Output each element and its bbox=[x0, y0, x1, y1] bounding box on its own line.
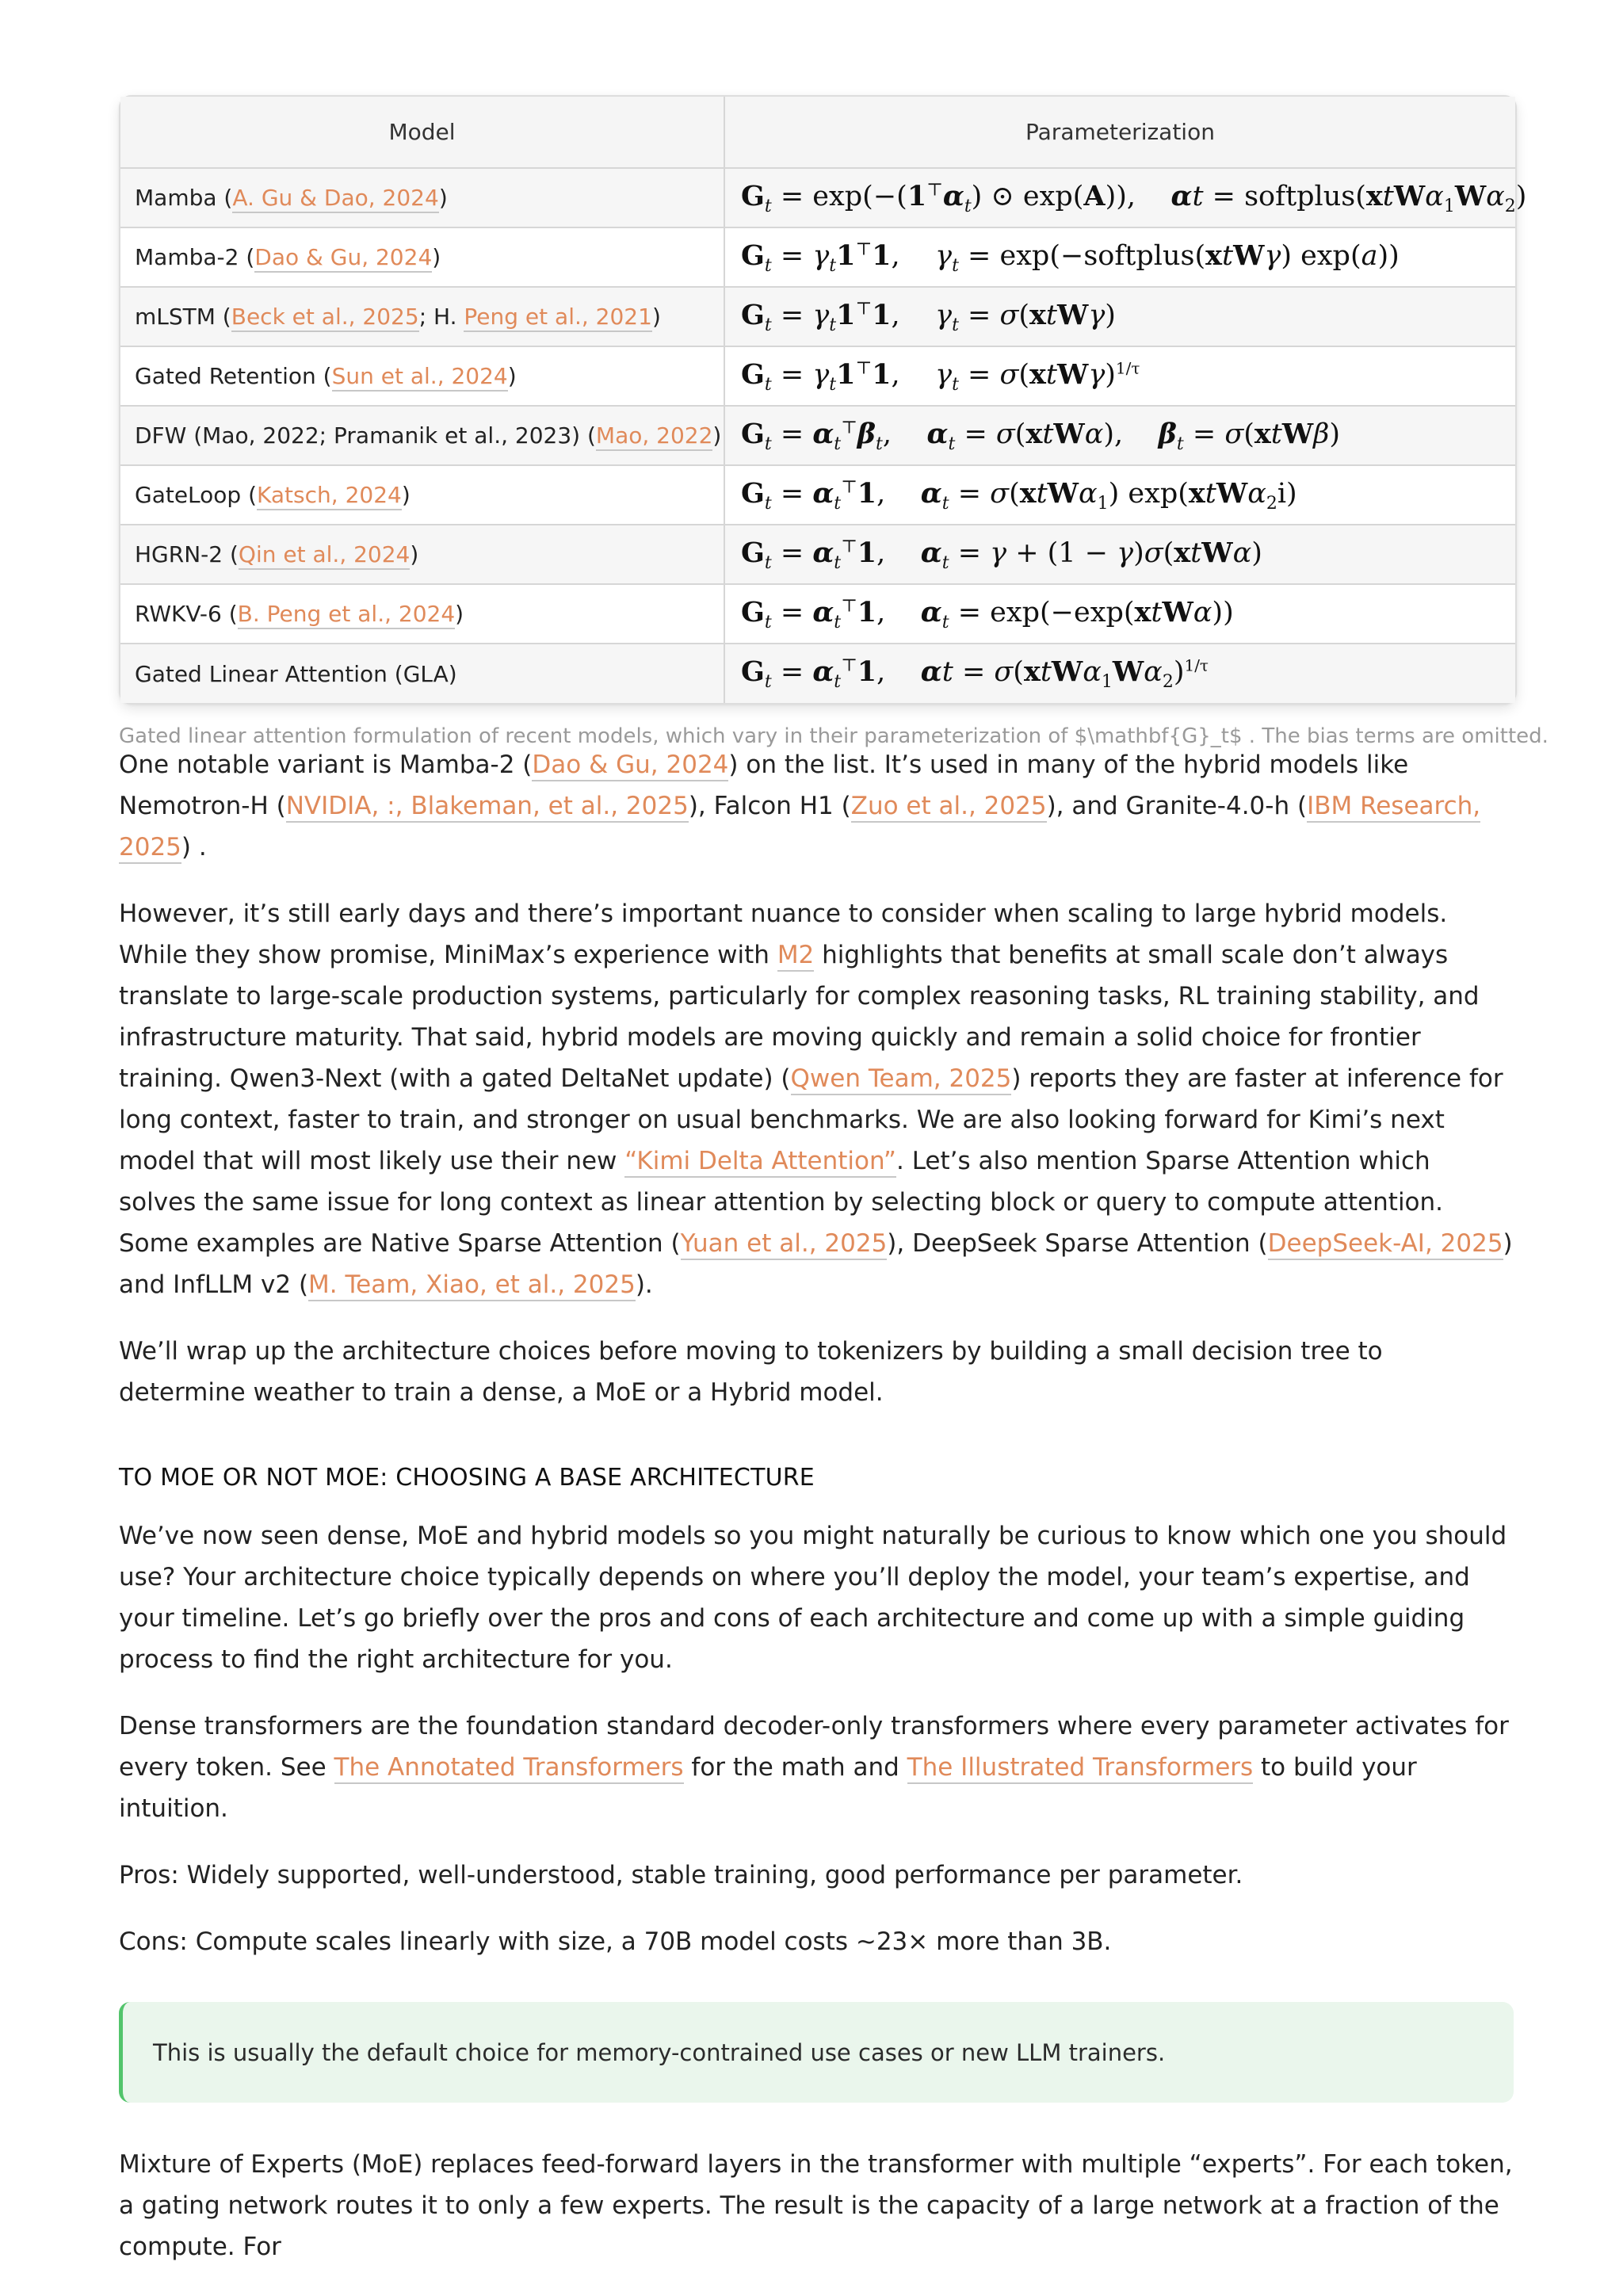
citation-link[interactable]: Sun et al., 2024 bbox=[332, 363, 508, 392]
gated-linear-attention-table bbox=[119, 95, 1527, 705]
paragraph-pros: Pros: Widely supported, well-understood, stable training, good performance per parameter. bbox=[119, 1861, 1243, 1889]
citation-link[interactable]: IBM Research, 2025 bbox=[119, 792, 1480, 864]
citation-link[interactable]: Beck et al., 2025 bbox=[231, 304, 419, 332]
paragraph-architecture-intro: We’ve now seen dense, MoE and hybrid models so you might naturally be curious to know which one you should use? Your architecture choice typically depends on where you’ll deploy the model, your team’s expertise, and your timeline. Let’s go briefly over the pros and cons of each architecture and come up with a simple guiding process to find the right architecture for you. bbox=[119, 1522, 1507, 1674]
citation-link[interactable]: Yuan et al., 2025 bbox=[681, 1229, 888, 1260]
table-row bbox=[120, 525, 1515, 584]
paragraph-wrap-up: We’ll wrap up the architecture choices before moving to tokenizers by building a small decision tree to determine weather to train a dense, a MoE or a Hybrid model. bbox=[119, 1337, 1383, 1407]
table-row bbox=[120, 644, 1515, 703]
model-name: RWKV-6 (B. Peng et al., 2024) bbox=[120, 584, 724, 644]
table-row bbox=[120, 406, 1515, 465]
section-heading: TO MOE OR NOT MOE: CHOOSING A BASE ARCHITECTURE bbox=[119, 1464, 815, 1492]
citation-link[interactable]: Dao & Gu, 2024 bbox=[532, 751, 728, 781]
table-row bbox=[120, 227, 1515, 287]
article-body bbox=[119, 95, 1549, 2293]
parameterization-formula: $G_t = \alpha_t^⊤1$, $\alpha_t = \gamma + (1 - \gamma)\sigma(xtW\alpha)$ bbox=[724, 525, 1515, 584]
citation-link[interactable]: Peng et al., 2021 bbox=[464, 304, 652, 332]
model-name: Mamba (A. Gu & Dao, 2024) bbox=[120, 168, 724, 227]
callout-text: This is usually the default choice for memory-contrained use cases or new LLM trainers. bbox=[153, 2038, 1166, 2066]
annotated-transformers-link[interactable]: The Annotated Transformers bbox=[334, 1753, 684, 1784]
m2-link[interactable]: M2 bbox=[777, 941, 814, 972]
model-name: mLSTM (Beck et al., 2025; H. Peng et al., 2021) bbox=[120, 287, 724, 346]
parameterization-formula: $G_t = \alpha_t^⊤\beta_t$, $\alpha_t = \sigma(xtW\alpha)$, $\beta_t = \sigma(xtW\beta)$ bbox=[724, 406, 1515, 465]
parameterization-formula: $G_t = \gamma_t1^⊤1$, $\gamma_t = \sigma(xtW\gamma)$ bbox=[724, 287, 1515, 346]
paragraph-dense-transformers: Dense transformers are the foundation standard decoder-only transformers where every parameter activates for every token. See The Annotated Transformers for the math and The Illustrated Transformers to build your intuition. bbox=[119, 1712, 1509, 1823]
model-name: Mamba-2 (Dao & Gu, 2024) bbox=[120, 227, 724, 287]
citation-link[interactable]: Zuo et al., 2025 bbox=[851, 792, 1047, 823]
table-row bbox=[120, 584, 1515, 644]
citation-link[interactable]: Qwen Team, 2025 bbox=[791, 1064, 1012, 1095]
table-row bbox=[120, 465, 1515, 525]
paragraph-mamba2: One notable variant is Mamba-2 (Dao & Gu, 2024) on the list. It’s used in many of the hybrid models like Nemotron-H (NVIDIA, :, Blakeman, et al., 2025), Falcon H1 (Zuo et al., 2025), and Granite-4.0-h (IBM Research, 2025) . bbox=[119, 744, 1514, 868]
model-name: DFW (Mao, 2022; Pramanik et al., 2023) (Mao, 2022) bbox=[120, 406, 724, 465]
citation-link[interactable]: B. Peng et al., 2024 bbox=[238, 601, 456, 629]
citation-link[interactable]: Dao & Gu, 2024 bbox=[254, 244, 432, 273]
parameterization-formula: $G_t = \exp(-(1^⊤\alpha_t)$ ⊙ exp(A)), $\alpha t = softplus(xtW\alpha_1W\alpha_2)$ bbox=[724, 168, 1515, 227]
citation-link[interactable]: A. Gu & Dao, 2024 bbox=[232, 185, 438, 213]
paragraph-hybrid-nuance: However, it’s still early days and there’s important nuance to consider when scaling to large hybrid models. While they show promise, MiniMax’s experience with M2 highlights that benefits at small scale don’t always translate to large-scale production systems, particularly for complex reasoning tasks, RL training stability, and infrastructure maturity. That said, hybrid models are moving quickly and remain a solid choice for frontier training. Qwen3-Next (with a gated DeltaNet update) (Qwen Team, 2025) reports they are faster at inference for long context, faster to train, and stronger on usual benchmarks. We are also looking forward for Kimi’s next model that will most likely use their new “Kimi Delta Attention”. Let’s also mention Sparse Attention which solves the same issue for long context as linear attention by selecting block or query to compute attention. Some examples are Native Sparse Attention (Yuan et al., 2025), DeepSeek Sparse Attention (DeepSeek-AI, 2025) and InfLLM v2 (M. Team, Xiao, et al., 2025). bbox=[119, 893, 1514, 1305]
column-header-parameterization: Parameterization bbox=[724, 97, 1515, 168]
citation-link[interactable]: Katsch, 2024 bbox=[257, 482, 402, 510]
parameterization-formula: $G_t = \gamma_t1^⊤1$, $\gamma_t$ = exp(−softplus(xtWγ) exp(a)) bbox=[724, 227, 1515, 287]
parameterization-formula: $G_t = \gamma_t1^⊤1$, $\gamma_t = \sigma(xtW\gamma)^{1/\tau}$ bbox=[724, 346, 1515, 406]
parameterization-formula: $G_t = \alpha_t^⊤1$, $\alpha t = \sigma(xtW\alpha_1W\alpha_2)^{1/\tau}$ bbox=[741, 655, 1209, 692]
model-name: Gated Retention (Sun et al., 2024) bbox=[120, 346, 724, 406]
table-row bbox=[120, 346, 1515, 406]
paragraph-cons: Cons: Compute scales linearly with size, a 70B model costs ~23× more than 3B. bbox=[119, 1927, 1112, 1956]
citation-link[interactable]: M. Team, Xiao, et al., 2025 bbox=[308, 1270, 636, 1301]
table-row bbox=[120, 287, 1515, 346]
column-header-model: Model bbox=[120, 97, 724, 168]
note-callout bbox=[119, 2002, 1514, 2103]
table-caption: Gated linear attention formulation of recent models, which vary in their parameterization of $\mathbf{G}_t$ . The bias terms are omitted. bbox=[119, 724, 1549, 748]
model-name: HGRN-2 (Qin et al., 2024) bbox=[120, 525, 724, 584]
citation-link[interactable]: Mao, 2022 bbox=[596, 422, 713, 451]
model-name: GateLoop (Katsch, 2024) bbox=[120, 465, 724, 525]
table-row bbox=[120, 168, 1515, 227]
parameterization-formula: $G_t = \alpha_t^⊤1$, $\alpha_t = \sigma(xtW\alpha_1)$ exp(xtWα$_2$i) bbox=[724, 465, 1515, 525]
citation-link[interactable]: Qin et al., 2024 bbox=[239, 541, 410, 570]
parameterization-formula: $G_t = \alpha_t^⊤1$, $\alpha_t = \exp(-\exp(xtW\alpha))$ bbox=[724, 584, 1515, 644]
paragraph-moe: Mixture of Experts (MoE) replaces feed-forward layers in the transformer with multiple “experts”. For each token, a gating network routes it to only a few experts. The result is the capacity of a large network at a fraction of the compute. For bbox=[119, 2150, 1513, 2261]
model-name: Gated Linear Attention (GLA) bbox=[120, 644, 724, 703]
citation-link[interactable]: DeepSeek-AI, 2025 bbox=[1268, 1229, 1503, 1260]
illustrated-transformers-link[interactable]: The Illustrated Transformers bbox=[907, 1753, 1254, 1784]
citation-link[interactable]: NVIDIA, :, Blakeman, et al., 2025 bbox=[286, 792, 689, 823]
kimi-delta-attention-link[interactable]: “Kimi Delta Attention” bbox=[624, 1147, 896, 1178]
